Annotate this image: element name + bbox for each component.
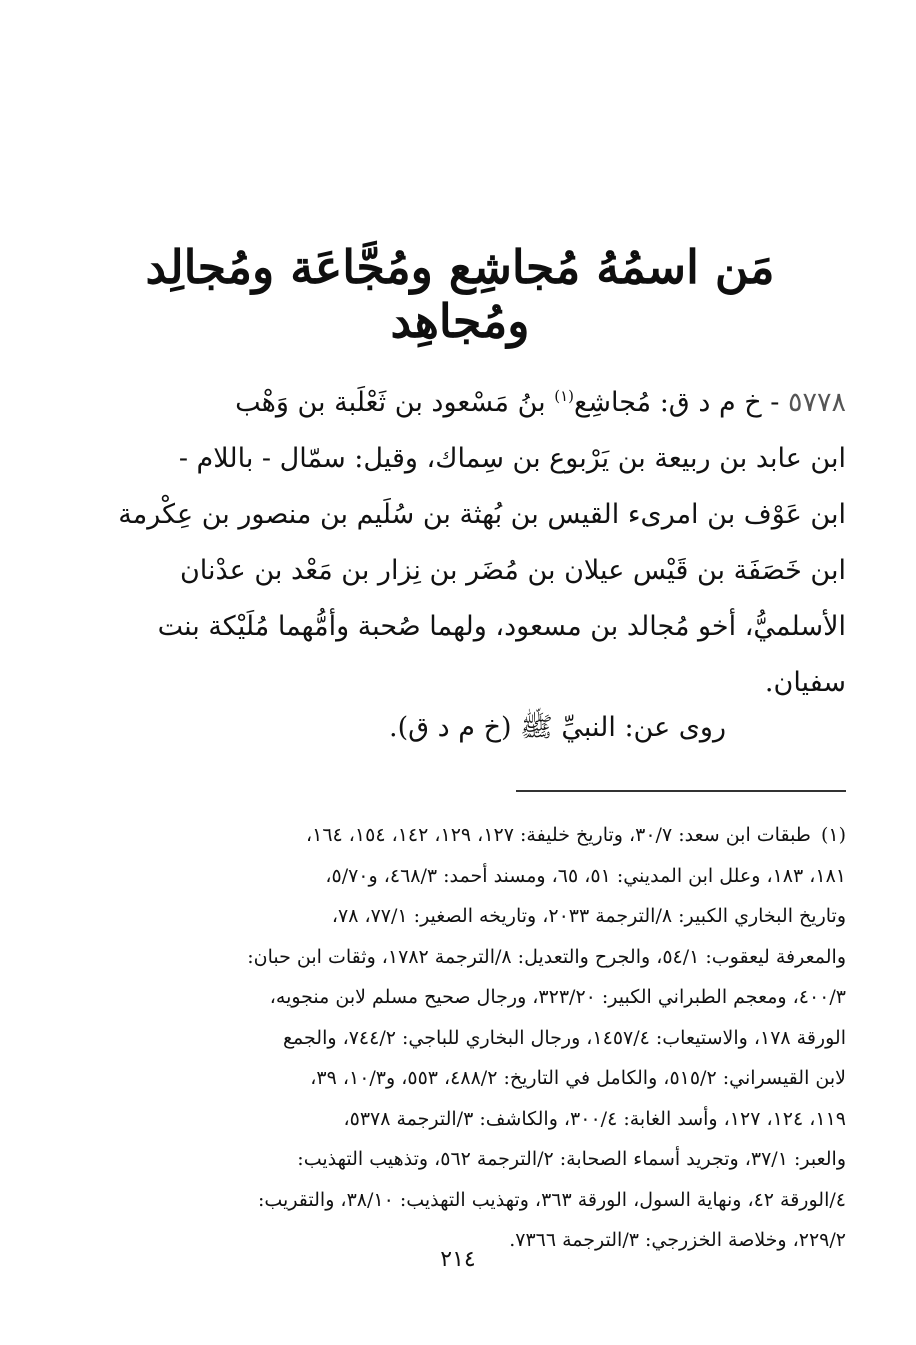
footnote-number: (١) xyxy=(820,824,846,846)
entry-line-1 xyxy=(66,368,846,431)
footnote-separator xyxy=(516,790,846,792)
page-number: ٢١٤ xyxy=(440,1247,476,1272)
footnote-line: ٤٠٠/٣، ومعجم الطبراني الكبير: ٣٢٣/٢٠، ورجال صحيح مسلم لابن منجويه، xyxy=(269,986,846,1008)
entry-line-2: ابن عابد بن ربيعة بن يَرْبوع بن سِماك، وقيل: سمّال - باللام - xyxy=(178,443,846,474)
footnote-line: وتاريخ البخاري الكبير: ٨/الترجمة ٢٠٣٣، وتاريخه الصغير: ٧٧/١، ٧٨، xyxy=(331,905,846,927)
footnote-line: لابن القيسراني: ٥١٥/٢، والكامل في التاريخ: ٤٨٨/٢، ٥٥٣، و١٠/٣، ٣٩، xyxy=(310,1067,846,1089)
chapter-heading: مَن اسمُهُ مُجاشِع ومُجَّاعَة ومُجالِد ومُجاهِد xyxy=(145,240,775,348)
entry-line-1-b: بنُ مَسْعود بن ثَعْلَبة بن وَهْب xyxy=(235,387,546,418)
footnote-line: ١٨١، ١٨٣، وعلل ابن المديني: ٥١، ٦٥، ومسند أحمد: ٤٦٨/٣، و٥/٧٠، xyxy=(325,864,846,887)
footnote-marker[interactable]: (١) xyxy=(554,387,575,405)
narration-line: روى عن: النبيِّ ﷺ (خ م د ق). xyxy=(389,712,726,743)
footnote-line: ٤/الورقة ٤٢، ونهاية السول، الورقة ٣٦٣، وتهذيب التهذيب: ٣٨/١٠، والتقريب: xyxy=(257,1188,846,1211)
footnote-line: والعبر: ٣٧/١، وتجريد أسماء الصحابة: ٢/الترجمة ٥٦٢، وتذهيب التهذيب: xyxy=(297,1148,846,1170)
footnotes-block xyxy=(71,815,846,1261)
footnote-line xyxy=(71,815,846,856)
entry-line-1-a: - خ م د ق: مُجاشِع xyxy=(574,387,780,418)
entry-line-6: سفيان. xyxy=(764,667,846,698)
footnote-text: طبقات ابن سعد: ٣٠/٧، وتاريخ خليفة: ١٢٧، ١٢٩، ١٤٢، ١٥٤، ١٦٤، xyxy=(305,824,811,846)
entry-line-4: ابن خَصَفَة بن قَيْس عيلان بن مُضَر بن نِزار بن مَعْد بن عدْنان xyxy=(179,555,846,586)
entry-line-5: الأسلميُّ، أخو مُجالد بن مسعود، ولهما صُحبة وأمُّهما مُلَيْكة بنت xyxy=(157,611,846,642)
footnote-line: ١١٩، ١٢٤، ١٢٧، وأسد الغابة: ٣٠٠/٤، والكاشف: ٣/الترجمة ٥٣٧٨، xyxy=(343,1107,846,1130)
biography-entry xyxy=(66,368,846,711)
footnote-line: والمعرفة ليعقوب: ٥٤/١، والجرح والتعديل: ٨/الترجمة ١٧٨٢، وثقات ابن حبان: xyxy=(247,945,846,968)
entry-number: ٥٧٧٨ xyxy=(787,387,846,418)
footnote-line: الورقة ١٧٨، والاستيعاب: ١٤٥٧/٤، ورجال البخاري للباجي: ٧٤٤/٢، والجمع xyxy=(282,1026,846,1049)
footnote-line: ٢٢٩/٢، وخلاصة الخزرجي: ٣/الترجمة ٧٣٦٦. xyxy=(509,1229,846,1251)
entry-line-3: ابن عَوْف بن امرىء القيس بن بُهثة بن سُلَيم بن منصور بن عِكْرمة xyxy=(118,499,846,530)
